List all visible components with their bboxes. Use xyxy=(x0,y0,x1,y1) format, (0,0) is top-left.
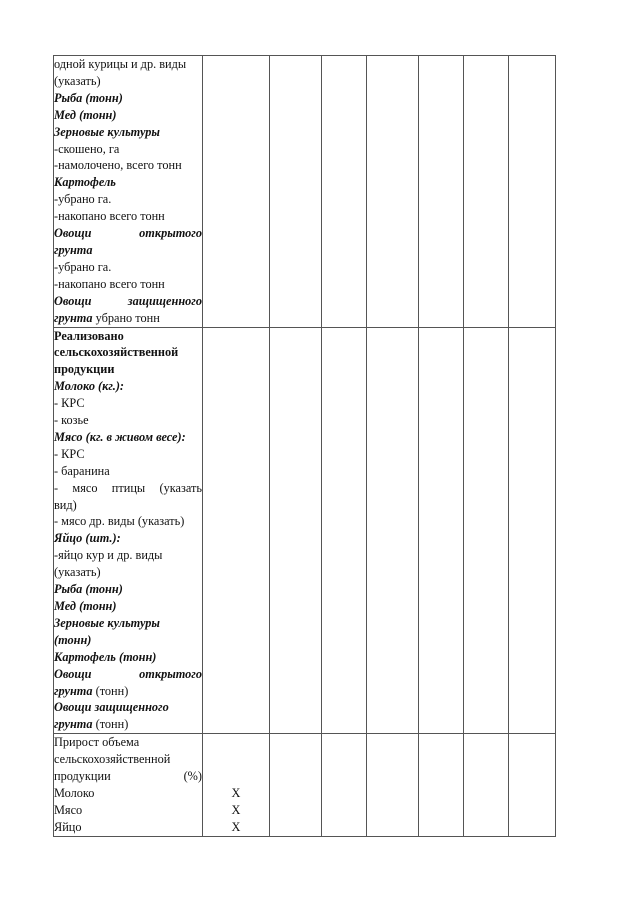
data-cell xyxy=(464,327,509,734)
row-label xyxy=(54,90,202,107)
row-label-text: Зерновые культуры xyxy=(54,124,160,139)
row-label-text: - мясо птицы (указать xyxy=(54,480,202,495)
table-row-sold xyxy=(54,327,556,734)
row-label xyxy=(54,480,202,497)
data-cell xyxy=(509,734,556,836)
row-label xyxy=(54,734,202,751)
data-cell xyxy=(270,56,322,328)
row-label-text: (указать) xyxy=(54,565,101,580)
data-cell xyxy=(367,56,419,328)
row-label-text: (тонн) xyxy=(54,632,92,647)
row-label-text: Молоко (кг.): xyxy=(54,379,125,394)
row-label-text: Мед (тонн) xyxy=(54,107,117,122)
row-label-text: Мед (тонн) xyxy=(54,599,117,613)
data-cell xyxy=(509,327,556,734)
data-cell xyxy=(270,734,322,836)
row-label xyxy=(54,463,202,480)
not-applicable-cell xyxy=(203,734,270,836)
row-label xyxy=(54,615,202,632)
row-label-text: Мясо xyxy=(54,802,83,817)
row-label xyxy=(54,429,202,446)
row-label-text: Рыба (тонн) xyxy=(54,582,123,597)
row-label-text: грунта xyxy=(54,717,93,732)
row-label-text: -намолочено, всего тонн xyxy=(54,158,182,173)
report-table xyxy=(53,55,556,837)
row-label xyxy=(54,310,202,327)
row-label xyxy=(54,547,202,564)
row-label-text: Яйцо xyxy=(54,819,82,834)
row-label-text: - мясо др. виды (указать) xyxy=(54,514,185,529)
table-row-production xyxy=(54,56,556,328)
row-label-text: сельскохозяйственной xyxy=(54,345,179,360)
row-label xyxy=(54,259,202,276)
row-label xyxy=(54,530,202,547)
row-label-text: Мясо (кг. в живом весе): xyxy=(54,429,186,444)
row-label xyxy=(54,361,202,378)
row-label-text: -скошено, га xyxy=(54,141,120,156)
row-label-text: Картофель xyxy=(54,175,116,190)
row-label xyxy=(54,378,202,395)
row-label xyxy=(54,699,202,716)
row-label xyxy=(54,225,202,242)
row-label xyxy=(54,191,202,208)
row-label-text: -накопано всего тонн xyxy=(54,209,165,224)
row-label xyxy=(54,564,202,581)
growth-label-cell xyxy=(54,734,203,836)
row-label-text: Овощи защищенного xyxy=(54,700,169,715)
row-label xyxy=(54,141,202,158)
row-label xyxy=(54,157,202,174)
production-label-cell xyxy=(54,56,203,328)
row-label-text: - КРС xyxy=(54,396,85,411)
data-cell xyxy=(367,734,419,836)
row-label-text: -убрано га. xyxy=(54,259,112,274)
row-label-text: сельскохозяйственной xyxy=(54,752,171,767)
row-label xyxy=(54,107,202,124)
row-label-text: - КРС xyxy=(54,446,85,461)
data-cell xyxy=(322,327,367,734)
row-label xyxy=(54,174,202,191)
row-label xyxy=(54,666,202,683)
data-cell xyxy=(367,327,419,734)
row-label-text: продукции (%) xyxy=(54,769,202,784)
row-label xyxy=(54,412,202,429)
row-label xyxy=(54,73,202,90)
row-label-text: Картофель (тонн) xyxy=(54,649,157,664)
row-label-text: грунта xyxy=(54,242,93,257)
row-label-text: -убрано га. xyxy=(54,192,112,207)
row-label xyxy=(54,716,202,733)
row-label-text: - козье xyxy=(54,413,89,428)
data-cell xyxy=(509,56,556,328)
row-label-unit: (тонн) xyxy=(92,683,129,698)
row-label xyxy=(54,785,202,802)
data-cell xyxy=(464,56,509,328)
data-cell xyxy=(270,327,322,734)
row-label-text: грунта xyxy=(54,310,93,325)
row-label xyxy=(54,208,202,225)
row-label xyxy=(54,802,202,819)
row-label-text: продукции xyxy=(54,362,115,377)
row-label xyxy=(54,513,202,530)
row-label xyxy=(54,293,202,310)
row-label xyxy=(54,242,202,259)
row-label xyxy=(54,632,202,649)
row-label-text: - баранина xyxy=(54,463,110,478)
data-cell xyxy=(322,56,367,328)
row-label-text: -накопано всего тонн xyxy=(54,276,165,291)
row-label-text: грунта xyxy=(54,683,93,698)
sold-label-cell xyxy=(54,327,203,734)
data-cell xyxy=(203,327,270,734)
row-label xyxy=(54,276,202,293)
row-label-text: (указать) xyxy=(54,73,101,88)
not-applicable-mark: X xyxy=(231,802,241,817)
row-label-text: одной курицы и др. виды xyxy=(54,57,187,71)
row-label-text: вид) xyxy=(54,497,77,512)
row-label xyxy=(54,56,202,73)
row-label xyxy=(54,598,202,615)
row-label xyxy=(54,395,202,412)
row-label-unit: (тонн) xyxy=(92,717,129,732)
row-label-text: Яйцо (шт.): xyxy=(54,531,121,546)
row-label-text: Прирост объема xyxy=(54,735,140,750)
not-applicable-mark: X xyxy=(231,785,241,800)
row-label-text: Овощи защищенного xyxy=(54,293,202,308)
data-cell xyxy=(464,734,509,836)
row-label xyxy=(54,497,202,514)
row-label-text: Зерновые культуры xyxy=(54,615,160,630)
row-label xyxy=(54,446,202,463)
row-label xyxy=(54,344,202,361)
row-label-text: Овощи открытого xyxy=(54,666,202,681)
row-label xyxy=(54,328,202,345)
row-label xyxy=(54,751,202,768)
row-label xyxy=(54,581,202,598)
table-row-growth xyxy=(54,734,556,836)
row-label xyxy=(54,768,202,785)
row-label-unit: убрано тонн xyxy=(92,310,160,325)
row-label-text: Овощи открытого xyxy=(54,226,202,241)
row-label xyxy=(54,124,202,141)
row-label-text: Реализовано xyxy=(54,328,124,343)
data-cell xyxy=(419,327,464,734)
row-label xyxy=(54,683,202,700)
row-label-text: -яйцо кур и др. виды xyxy=(54,548,163,563)
data-cell xyxy=(203,56,270,328)
data-cell xyxy=(419,56,464,328)
row-label xyxy=(54,649,202,666)
row-label-text: Рыба (тонн) xyxy=(54,90,123,105)
row-label-text: Молоко xyxy=(54,785,95,800)
data-cell xyxy=(322,734,367,836)
not-applicable-mark: X xyxy=(231,819,241,834)
row-label xyxy=(54,819,202,836)
data-cell xyxy=(419,734,464,836)
